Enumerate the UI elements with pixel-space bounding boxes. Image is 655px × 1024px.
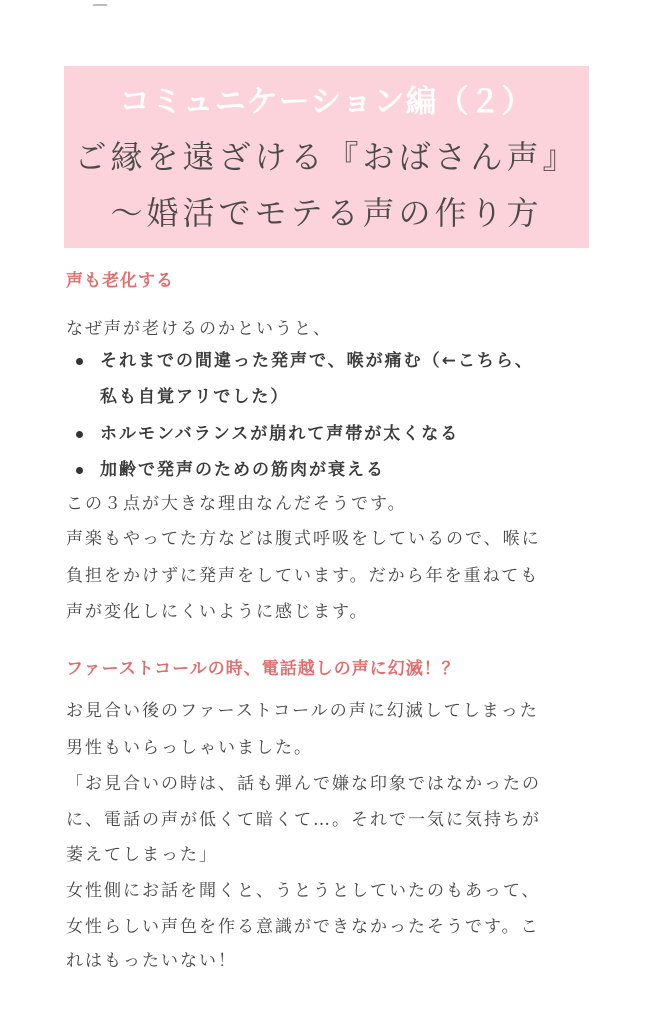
paragraph-line: 男性もいらっしゃいました。 <box>66 738 313 758</box>
paragraph-line: 声楽もやってた方などは腹式呼吸をしているので、喉に <box>66 529 541 549</box>
section-heading-first-call: ファーストコールの時、電話越しの声に幻滅！？ <box>66 659 460 679</box>
paragraph-line: この３点が大きな理由なんだそうです。 <box>66 494 407 514</box>
paragraph-line: れはもったいない！ <box>66 951 237 971</box>
bullet-dot <box>76 358 83 365</box>
paragraph-line: 女性らしい声色を作る意識ができなかったそうです。こ <box>66 917 540 937</box>
top-decoration-mark <box>93 0 114 6</box>
paragraph-line: 声が変化しにくいように感じます。 <box>66 602 369 622</box>
paragraph-line: 萎えてしまった」 <box>66 845 218 865</box>
bullet-item-1: それまでの間違った発声で、喉が痛む（←こちら、 <box>100 351 534 371</box>
bullet-item-2: ホルモンバランスが崩れて声帯が太くなる <box>100 424 460 444</box>
bullet-item-1-continued: 私も自覚アリでした） <box>100 387 290 407</box>
bullet-item-3: 加齢で発声のための筋肉が衰える <box>100 460 385 480</box>
bullet-dot <box>76 467 83 474</box>
title-banner <box>64 66 589 248</box>
paragraph-line: お見合い後のファーストコールの声に幻滅してしまった <box>66 701 539 721</box>
section-heading-voice-aging: 声も老化する <box>66 271 174 291</box>
paragraph-line: に、電話の声が低くて暗くて…。それで一気に気持ちが <box>66 810 541 830</box>
paragraph-line: 「お見合いの時は、話も弾んで嫌な印象ではなかったの <box>66 774 541 794</box>
paragraph-line: 負担をかけずに発声をしています。だから年を重ねても <box>66 566 540 586</box>
article-title-line-1: ご縁を遠ざける『おばさん声』 <box>74 138 579 176</box>
bullet-dot <box>76 431 83 438</box>
article-title-line-2: 〜婚活でモテる声の作り方 <box>110 194 543 232</box>
paragraph-line: 女性側にお話を聞くと、うとうとしていたのもあって、 <box>66 881 541 901</box>
series-title: コミュニケーション編（２） <box>119 84 534 120</box>
paragraph-intro: なぜ声が老けるのかというと、 <box>66 319 332 339</box>
